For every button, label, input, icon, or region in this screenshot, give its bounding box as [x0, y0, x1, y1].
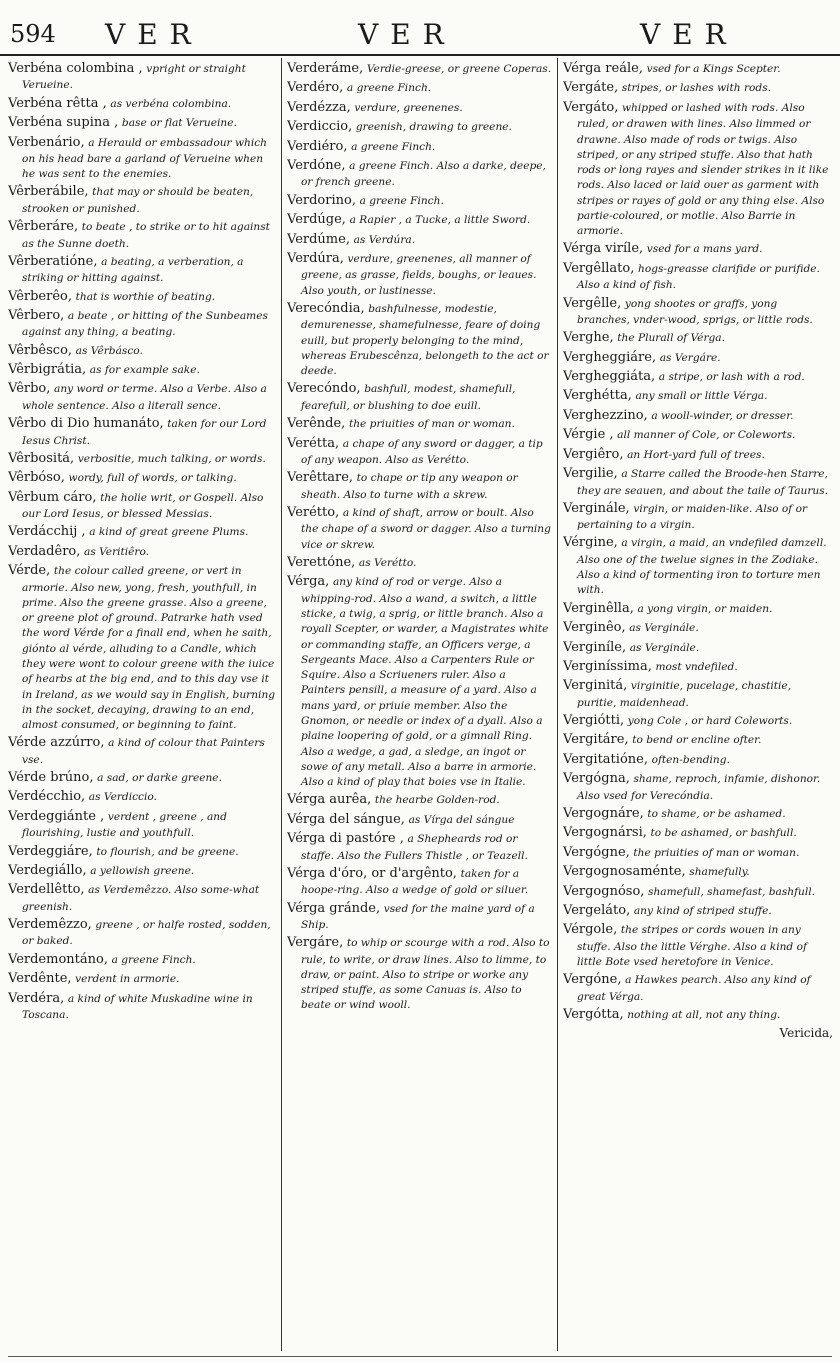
definition: any kind of rod or verge. Also a whipping-rod. Also a wand, a switch, a little sticke, a twig, a sprig, or little branch. Also a royall Scepter, or warder, a Magistrates white or commanding staffe, an Officers verge, a Sergeants Mace. Also a Carpenters Rule or Squire. Also a Scriueners ruler. Also a Painters pensill, a measure of a yard. Also a mans yard, or priuie member. Also the Gnomon, or needle or index of a dyall. Also a plaine loopering of gold, or a gimnall Ring. Also a wedge, a gad, a sledge, an ingot or sowe of any metall. Also a barre in armorie. Also a kind of play that boies vse in Italie. — [301, 576, 549, 789]
headword: Vérgine, — [563, 535, 618, 551]
dictionary-entry — [8, 253, 276, 286]
definition: shamefull, shamefast, bashfull. — [648, 885, 815, 898]
dictionary-entry — [8, 469, 276, 486]
definition: shame, reproch, infamie, dishonor. Also vsed for Verecóndia. — [577, 773, 821, 802]
headword: Vêrbo, — [8, 381, 51, 397]
definition: the stripes or cords wouen in any stuffe. Also the little Vérghe. Also a kind of little Bote vsed heretofore in Venice. — [577, 924, 807, 969]
dictionary-entry — [287, 830, 552, 863]
column-rule — [281, 58, 282, 1351]
dictionary-entry — [563, 600, 833, 617]
definition: as Verdiccio. — [88, 791, 157, 804]
definition: greene , or halfe rosted, sodden, or baked. — [22, 919, 271, 948]
dictionary-entry — [287, 60, 552, 77]
dictionary-entry — [287, 99, 552, 116]
dictionary-entry — [8, 342, 276, 359]
definition: shamefully. — [689, 866, 750, 879]
definition: vsed for a mans yard. — [646, 243, 763, 256]
dictionary-entry — [8, 450, 276, 467]
headword: Vergáre, — [287, 935, 344, 951]
definition: a Herauld or embassadour which on his head bare a garland of Verueine when he was sent to the enemies. — [22, 136, 267, 181]
headword: Verdiéro, — [287, 138, 348, 154]
dictionary-entry — [563, 844, 833, 861]
definition: a wooll-winder, or dresser. — [651, 409, 794, 422]
headword: Vérde brúno, — [8, 770, 94, 786]
headword: Verginêlla, — [563, 600, 634, 616]
definition: taken for our Lord Iesus Christ. — [22, 418, 267, 447]
dictionary-entry — [8, 970, 276, 987]
headword: Verdécchio, — [8, 789, 86, 805]
dictionary-entry — [563, 863, 833, 880]
dictionary-entry — [287, 380, 552, 413]
dictionary-entry — [563, 751, 833, 768]
headword: Verginêo, — [563, 620, 626, 636]
definition: verbositie, much talking, or words. — [77, 452, 266, 465]
headword: Verdéra, — [8, 990, 65, 1006]
dictionary-entry — [563, 1006, 833, 1023]
definition: as Vêrbásco. — [75, 344, 143, 357]
definition: that is worthie of beating. — [75, 290, 216, 303]
dictionary-entry — [8, 769, 276, 786]
dictionary-entry — [287, 554, 552, 571]
column-middle — [287, 60, 552, 1351]
definition: most vndefiled. — [655, 660, 738, 673]
column-right — [563, 60, 833, 1351]
definition: virginitie, pucelage, chastitie, puritie, maidenhead. — [577, 680, 792, 709]
definition: as Vírga del sángue — [408, 813, 515, 826]
headword: Verdemontáno, — [8, 951, 108, 967]
definition: yong shootes or graffs, yong branches, vnder-wood, sprigs, or little rods. — [577, 297, 813, 326]
headword: Vêrbositá, — [8, 450, 75, 466]
headword: Verginále, — [563, 500, 630, 516]
headword: Verétto, — [287, 504, 340, 520]
headword: Verginitá, — [563, 678, 628, 694]
headword: Vergitatióne, — [563, 751, 648, 767]
dictionary-entry — [563, 619, 833, 636]
headword: Vergêlle, — [563, 295, 622, 311]
headword: Vérgole, — [563, 922, 618, 938]
bottom-rule — [8, 1356, 832, 1363]
running-head-left: VER — [105, 18, 203, 51]
headword: Vergheggiáta, — [563, 369, 656, 385]
dictionary-entry — [563, 500, 833, 533]
dictionary-entry — [563, 387, 833, 404]
headword: Verbéna supina , — [8, 115, 119, 131]
definition: Verdie-greese, or greene Coperas. — [366, 63, 552, 75]
definition: a kind of white Muskadine wine in Toscana. — [22, 992, 253, 1021]
dictionary-entry — [563, 534, 833, 597]
dictionary-entry — [563, 349, 833, 366]
headword: Verdadêro, — [8, 543, 81, 559]
definition: as Verginále. — [629, 622, 699, 635]
dictionary-entry — [287, 211, 552, 228]
definition: vsed for a Kings Scepter. — [646, 63, 781, 75]
dictionary-entry — [8, 415, 276, 448]
dictionary-entry — [8, 562, 276, 732]
headword: Vérga viríle, — [563, 241, 644, 257]
definition: as Verétto. — [358, 556, 417, 569]
dictionary-entry — [287, 250, 552, 298]
headword: Vergognosaménte, — [563, 864, 686, 880]
definition: hogs-greasse clarifide or purifide. Also a kind of fish. — [577, 262, 820, 292]
definition: the Plurall of Vérga. — [617, 332, 725, 345]
headword: Verbéna rêtta , — [8, 95, 107, 111]
headword: Vêrbum cáro, — [8, 489, 97, 505]
definition: a Rapier , a Tucke, a little Sword. — [349, 214, 531, 227]
definition: vpright or straight Verueine. — [22, 63, 246, 92]
definition: an Hort-yard full of trees. — [627, 448, 765, 461]
dictionary-entry — [8, 134, 276, 182]
dictionary-entry — [563, 971, 833, 1004]
definition: to shame, or be ashamed. — [647, 807, 786, 820]
dictionary-entry — [8, 881, 276, 914]
headword: Vergógna, — [563, 771, 630, 787]
definition: wordy, full of words, or talking. — [68, 472, 237, 485]
headword: Vergiêro, — [563, 446, 624, 462]
definition: a greene Finch. Also a darke, deepe, or french greene. — [301, 160, 546, 189]
dictionary-entry — [8, 990, 276, 1023]
definition: any small or little Vérga. — [635, 390, 768, 403]
headword: Vêrberáre, — [8, 219, 79, 235]
definition: as Veritiêro. — [84, 545, 150, 558]
headword: Verghétta, — [563, 388, 632, 404]
definition: greenish, drawing to greene. — [355, 121, 512, 134]
dictionary-entry — [563, 658, 833, 675]
definition: any word or terme. Also a Verbe. Also a whole sentence. Also a literall sence. — [22, 383, 267, 412]
dictionary-entry — [287, 934, 552, 1013]
definition: the colour called greene, or vert in armorie. Also new, yong, fresh, youthfull, in prime. Also the greene grasse. Also a greene, or greene plot of ground. Patrarke hath vsed the word Vérde for a finall end, when he saith, giónto al vérde, alluding to a Candle, which they were wont to colour greene with the iuice of hearbs at the big end, and to this day vse it in Ireland, as we would say in English, burning in the socket, decaying, drawing to an end, almost consumed, or beginning to faint. — [22, 565, 276, 732]
headword: Vêrbo di Dio humanáto, — [8, 416, 164, 432]
dictionary-entry — [8, 288, 276, 305]
headword: Vergognáre, — [563, 805, 644, 821]
headword: Vergêllato, — [563, 260, 635, 276]
dictionary-entry — [8, 788, 276, 805]
definition: as Vergáre. — [659, 351, 721, 364]
headword: Verdegiállo, — [8, 862, 87, 878]
dictionary-entry — [563, 883, 833, 900]
definition: a beating, a verberation, a striking or hitting against. — [22, 255, 244, 285]
headword: Vérgie , — [563, 427, 614, 443]
headword: Verdiccio, — [287, 119, 353, 135]
dictionary-entry — [287, 865, 552, 898]
definition: a Shepheards rod or staffe. Also the Fullers Thistle , or Teazell. — [301, 833, 528, 862]
headword: Vergitáre, — [563, 732, 629, 748]
definition: taken for a hoope-ring. Also a wedge of gold or siluer. — [301, 867, 529, 897]
page-number: 594 — [10, 20, 56, 48]
headword: Verecóndia, — [287, 300, 365, 316]
dictionary-entry — [563, 240, 833, 257]
definition: a stripe, or lash with a rod. — [658, 371, 805, 384]
headword: Vérga aurêa, — [287, 792, 372, 808]
headword: Verdênte, — [8, 971, 72, 987]
definition: a kind of great greene Plums. — [89, 526, 249, 539]
dictionary-entry — [8, 843, 276, 860]
headword: Verginíle, — [563, 639, 627, 655]
dictionary-entry — [563, 902, 833, 919]
dictionary-entry — [287, 504, 552, 552]
definition: a sad, or darke greene. — [97, 772, 222, 785]
headword: Verdácchij , — [8, 524, 86, 540]
definition: to be ashamed, or bashfull. — [650, 827, 797, 840]
dictionary-entry — [563, 407, 833, 424]
dictionary-entry — [287, 300, 552, 379]
definition: all manner of Cole, or Coleworts. — [617, 429, 796, 442]
definition: yong Cole , or hard Coleworts. — [627, 715, 793, 728]
headword: Verêttare, — [287, 470, 354, 486]
dictionary-entry — [287, 415, 552, 432]
catchword: Vericida, — [779, 1026, 833, 1041]
dictionary-entry — [563, 677, 833, 710]
dictionary-entry — [8, 523, 276, 540]
definition: a chape of any sword or dagger, a tip of any weapon. Also as Verétto. — [301, 437, 543, 466]
definition: base or flat Verueine. — [121, 117, 237, 130]
dictionary-entry — [8, 734, 276, 767]
definition: to chape or tip any weapon or sheath. Also to turne with a skrew. — [301, 472, 518, 501]
definition: as Verdemêzzo. Also some-what greenish. — [22, 884, 260, 913]
dictionary-entry — [563, 921, 833, 969]
headword: Vérga, — [287, 574, 330, 590]
headword: Verdúme, — [287, 231, 350, 247]
dictionary-entry — [563, 60, 833, 77]
definition: stripes, or lashes with rods. — [621, 82, 772, 95]
definition: a Hawkes pearch. Also any kind of great Vérga. — [577, 974, 811, 1003]
definition: verdure, greenenes, all manner of greene, as grasse, fields, boughs, or leaues. Also youth, or lustinesse. — [301, 252, 537, 297]
headword: Vergognársi, — [563, 825, 647, 841]
definition: as verbéna colombina. — [110, 97, 232, 110]
definition: that may or should be beaten, strooken or punished. — [22, 186, 254, 215]
dictionary-entry — [8, 951, 276, 968]
headword: Vêrbêsco, — [8, 342, 73, 358]
dictionary-entry — [563, 805, 833, 822]
definition: the priuities of man or woman. — [348, 418, 515, 431]
definition: to flourish, and be greene. — [96, 845, 239, 858]
dictionary-entry — [563, 295, 833, 328]
dictionary-entry — [287, 79, 552, 96]
dictionary-entry — [8, 808, 276, 841]
definition: a beate , or hitting of the Sunbeames against any thing, a beating. — [22, 309, 268, 339]
headword: Vergeláto, — [563, 902, 631, 918]
headword: Verghe, — [563, 330, 614, 346]
headword: Verbéna colombina , — [8, 61, 143, 76]
headword: Verdéro, — [287, 80, 344, 96]
definition: as for example sake. — [89, 364, 200, 377]
headword: Vergógne, — [563, 844, 630, 860]
dictionary-entry — [563, 824, 833, 841]
definition: the priuities of man or woman. — [633, 846, 800, 859]
dictionary-entry — [287, 791, 552, 808]
definition: any kind of striped stuffe. — [633, 904, 772, 917]
headword: Vergóne, — [563, 972, 622, 988]
dictionary-entry — [8, 380, 276, 413]
definition: a greene Finch. — [346, 82, 432, 95]
definition: a greene Finch. — [359, 194, 444, 207]
headword: Verdóne, — [287, 158, 346, 174]
headword: Verdorino, — [287, 192, 356, 208]
dictionary-entry — [287, 435, 552, 468]
dictionary-entry — [287, 231, 552, 248]
headword: Vérga di pastóre , — [287, 831, 404, 847]
definition: to whip or scourge with a rod. Also to rule, to write, or draw lines. Also to limme, to draw, or paint. Also to stripe or worke any striped stuffe, as some Canuas is. Also to beate or wind wooll. — [301, 937, 550, 1012]
headword: Verênde, — [287, 416, 346, 432]
definition: a greene Finch. — [351, 140, 436, 153]
running-head-right: VER — [640, 18, 738, 51]
definition: verdent in armorie. — [75, 973, 180, 986]
headword: Vergheggiáre, — [563, 349, 657, 365]
dictionary-entry — [8, 114, 276, 131]
headword: Vergiótti, — [563, 713, 625, 729]
headword: Vêrbigrátia, — [8, 362, 87, 378]
headword: Vergognóso, — [563, 883, 645, 899]
running-head-center: VER — [358, 18, 456, 51]
headword: Vérde, — [8, 563, 51, 579]
definition: bashfulnesse, modestie, demurenesse, shamefulnesse, feare of doing euill, but properly belonging to the mind, whereas Erubescênza, belongeth to the act or deede. — [301, 302, 549, 378]
headword: Vergáte, — [563, 80, 619, 96]
definition: vsed for the maine yard of a Ship. — [301, 902, 535, 931]
dictionary-entry — [8, 361, 276, 378]
dictionary-entry — [563, 99, 833, 239]
dictionary-entry — [8, 60, 276, 93]
dictionary-entry — [287, 192, 552, 209]
dictionary-entry — [8, 862, 276, 879]
headword: Verdúra, — [287, 250, 344, 266]
headword: Verbenário, — [8, 134, 85, 150]
headword: Vérga reále, — [563, 61, 643, 76]
dictionary-entry — [563, 329, 833, 346]
dictionary-entry — [287, 811, 552, 828]
definition: a yong virgin, or maiden. — [637, 602, 773, 615]
headword: Vérga gránde, — [287, 900, 381, 916]
definition: to beate , to strike or to hit against as the Sunne doeth. — [22, 221, 270, 250]
dictionary-entry — [287, 573, 552, 789]
headword: Verétta, — [287, 435, 340, 451]
dictionary-entry — [8, 95, 276, 112]
definition: as Verdúra. — [353, 233, 416, 246]
dictionary-entry — [287, 900, 552, 933]
dictionary-entry — [563, 446, 833, 463]
headword: Verdeggiáre, — [8, 843, 93, 859]
dictionary-entry — [8, 543, 276, 560]
definition: a virgin, a maid, an vndefiled damzell. Also one of the twelue signes in the Zodiake. Also a kind of tormenting iron to torture men with. — [577, 537, 827, 597]
headword: Verghezzino, — [563, 407, 648, 423]
definition: whipped or lashed with rods. Also ruled, or drawen with lines. Also limmed or drawne. Also made of rods or twigs. Also striped, or any striped stuffe. Also that hath rods or long rayes and slender strikes in it like rods. Also laced or laid ouer as garment with stripes or rayes of gold or any thing else. Also partie-coloured, or motlie. Also Barrie in armorie. — [577, 101, 829, 238]
definition: nothing at all, not any thing. — [627, 1009, 781, 1022]
dictionary-entry — [563, 639, 833, 656]
headword: Verdézza, — [287, 99, 351, 115]
dictionary-entry — [8, 489, 276, 522]
definition: as Verginále. — [629, 641, 700, 654]
dictionary-entry — [287, 157, 552, 190]
dictionary-entry — [287, 138, 552, 155]
column-left — [8, 60, 276, 1351]
definition: a greene Finch. — [111, 953, 196, 966]
definition: a kind of colour that Painters vse. — [22, 737, 265, 766]
headword: Verginíssima, — [563, 658, 652, 674]
dictionary-entry — [8, 916, 276, 949]
headword: Vergáto, — [563, 99, 619, 115]
column-rule — [557, 58, 558, 1351]
definition: verdure, greenenes. — [354, 101, 463, 114]
definition: bashfull, modest, shamefull, fearefull, or blushing to doe euill. — [301, 383, 516, 412]
dictionary-entry — [563, 260, 833, 293]
definition: verdent , greene , and flourishing, lustie and youthfull. — [22, 810, 227, 840]
headword: Vêrbero, — [8, 307, 65, 323]
page-header — [0, 8, 840, 56]
dictionary-entry — [563, 731, 833, 748]
headword: Verecóndo, — [287, 381, 361, 397]
definition: a Starre called the Broode-hen Starre, they are seauen, and about the taile of Taurus. — [577, 468, 829, 497]
definition: a kind of shaft, arrow or boult. Also the chape of a sword or dagger. Also a turning vice or skrew. — [301, 506, 551, 551]
definition: often-bending. — [651, 753, 730, 766]
dictionary-entry — [563, 368, 833, 385]
dictionary-entry — [563, 770, 833, 803]
definition: virgin, or maiden-like. Also of or pertaining to a virgin. — [577, 502, 808, 532]
headword: Vêrberábile, — [8, 184, 89, 200]
dictionary-entry — [563, 79, 833, 96]
definition: to bend or encline ofter. — [632, 734, 762, 747]
headword: Vérga d'óro, or d'argênto, — [287, 865, 457, 881]
dictionary-entry — [563, 465, 833, 498]
dictionary-entry — [563, 712, 833, 729]
dictionary-entry — [8, 307, 276, 340]
headword: Vêrberêo, — [8, 288, 72, 304]
headword: Verdemêzzo, — [8, 917, 92, 933]
headword: Vêrbóso, — [8, 470, 65, 486]
headword: Verderáme, — [287, 61, 364, 76]
headword: Vérde azzúrro, — [8, 735, 105, 751]
dictionary-entry — [287, 118, 552, 135]
definition: a yellowish greene. — [90, 864, 195, 877]
headword: Verdellêtto, — [8, 882, 85, 898]
headword: Vergilie, — [563, 466, 618, 482]
dictionary-entry — [8, 218, 276, 251]
headword: Verdeggiánte , — [8, 808, 105, 824]
dictionary-entry — [287, 469, 552, 502]
definition: the holie writ, or Gospell. Also our Lord Iesus, or blessed Messias. — [22, 491, 264, 521]
headword: Vêrberatióne, — [8, 253, 98, 269]
definition: the hearbe Golden-rod. — [374, 794, 500, 807]
headword: Vergótta, — [563, 1007, 624, 1023]
dictionary-entry — [563, 426, 833, 443]
headword: Verettóne, — [287, 554, 356, 570]
dictionary-entry — [8, 183, 276, 216]
headword: Vérga del sángue, — [287, 811, 405, 827]
headword: Verdúge, — [287, 212, 346, 228]
